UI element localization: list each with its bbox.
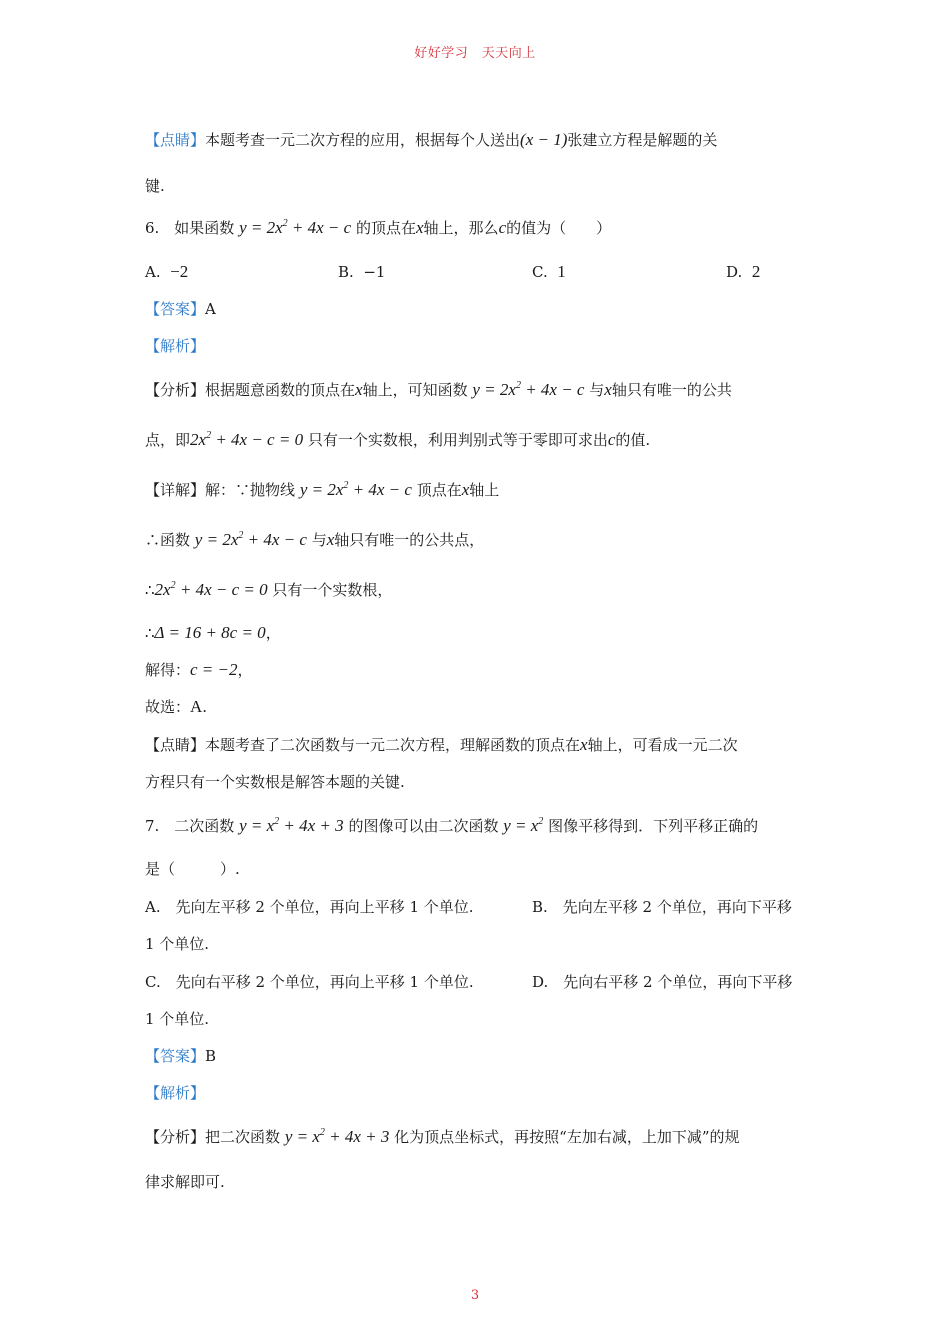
math: $2x^2 + 4x - c = 0$: [154, 580, 268, 599]
math-c: c: [498, 218, 507, 237]
text: ∴: [145, 624, 155, 642]
text: 解：∵抛物线: [205, 481, 296, 499]
q6-xiangjie-line6: [145, 697, 815, 717]
text: .: [202, 698, 208, 716]
math-x: x: [461, 480, 470, 499]
text: 点，即: [145, 431, 191, 449]
option-value: 1: [557, 262, 566, 281]
text: 轴上，那么: [423, 219, 499, 237]
answer-value: B: [205, 1047, 217, 1065]
math: Δ = 16 + 8c = 0: [154, 623, 266, 642]
text: 故选：: [145, 698, 191, 716]
q7-fenxi-line2: 律求解即可.: [145, 1173, 225, 1191]
q7-option-c: C. 先向右平移 2 个单位，再向上平移 1 个单位.: [145, 973, 474, 991]
math-c: c: [607, 430, 616, 449]
text: 化为顶点坐标式，再按照“左加右减，上加下减”的规: [394, 1128, 740, 1146]
q7-option-b: B. 先向左平移 2 个单位，再向下平移: [532, 898, 792, 916]
option-value: −2: [170, 262, 189, 281]
text: ，: [237, 661, 253, 679]
q6-stem: [145, 218, 815, 238]
answer-value: A: [205, 300, 216, 318]
q7-stem-line2: 是（ ）.: [145, 860, 240, 878]
q7-option-d-cont: 1 个单位.: [145, 1010, 210, 1028]
q6-dianjing-line2: 方程只有一个实数根是解答本题的关键.: [145, 773, 405, 791]
q6-option-a: [145, 262, 188, 282]
answer-tag: 【答案】: [145, 300, 206, 318]
text: 图像平移得到．下列平移正确的: [548, 817, 759, 835]
text: ∴函数: [145, 531, 191, 549]
q7-answer: [145, 1046, 815, 1066]
text: 6. 如果函数: [145, 219, 235, 237]
dianjing-tag: 【点睛】: [145, 736, 206, 754]
text: 的值.: [615, 431, 651, 449]
math: $y = 2x^2 + 4x - c$: [299, 480, 412, 499]
text: 只有一个实数根，利用判别式等于零即可求出: [307, 431, 608, 449]
math: $y = 2x^2 + 4x - c$: [194, 530, 307, 549]
page-number: 3: [470, 1288, 480, 1303]
option-value: −1: [363, 263, 386, 281]
math: $2x^2 + 4x - c = 0$: [190, 430, 304, 449]
q7-option-d: D. 先向右平移 2 个单位，再向下平移: [532, 973, 793, 991]
math-x: x: [326, 530, 335, 549]
page-header: 好好学习 天天向上: [414, 46, 536, 61]
text: 把二次函数: [205, 1128, 281, 1146]
text: 本题考查一元二次方程的应用，根据每个人送出: [205, 131, 521, 149]
text: 本题考查了二次函数与一元二次方程，理解函数的顶点在: [205, 736, 581, 754]
math-x: x: [604, 380, 612, 399]
option-value: 2: [751, 262, 761, 281]
math-x: x: [355, 380, 363, 399]
text: 轴只有唯一的公共: [611, 381, 732, 399]
math: $y = x^2 + 4x + 3$: [239, 816, 344, 835]
fenxi-tag: 【分析】: [145, 1128, 206, 1146]
text: 轴只有唯一的公共点，: [334, 531, 485, 549]
text: 与: [589, 381, 605, 399]
q6-answer: [145, 299, 815, 319]
math-x: x: [416, 218, 424, 237]
math: $y = x^2$: [503, 816, 544, 835]
dianjing-tag: 【点睛】: [145, 131, 206, 149]
text: 顶点在: [416, 481, 462, 499]
q6-xiangjie-line3: [145, 580, 815, 600]
math: $y = 2x^2 + 4x - c$: [472, 380, 585, 399]
q6-option-b: [338, 262, 385, 282]
text: 根据题意函数的顶点在: [205, 381, 356, 399]
q6-xiangjie-line2: [145, 530, 815, 550]
math: $y = x^2 + 4x + 3$: [284, 1127, 390, 1146]
text: 轴上，可知函数: [362, 381, 468, 399]
text: 的值为（ ）: [506, 219, 612, 237]
q7-option-b-cont: 1 个单位.: [145, 935, 210, 953]
text: 张建立方程是解题的关: [567, 131, 718, 149]
text: 只有一个实数根，: [272, 581, 393, 599]
text: 轴上，可看成一元二次: [587, 736, 738, 754]
text: 解得：: [145, 661, 191, 679]
prev-dianjing-line1: [145, 130, 815, 150]
q6-fenxi-line1: [145, 380, 815, 400]
q6-xiangjie-line5: [145, 660, 815, 680]
math: $y = 2x^2 + 4x - c$: [239, 218, 352, 237]
prev-dianjing-line2: 键.: [145, 177, 165, 195]
q6-option-d: [726, 262, 760, 282]
math: A: [190, 697, 203, 716]
option-label: B.: [338, 263, 354, 281]
text: 7. 二次函数: [145, 817, 235, 835]
option-label: A.: [145, 263, 161, 281]
q6-dianjing-line1: [145, 735, 815, 755]
option-label: C.: [532, 263, 548, 281]
text: 的图像可以由二次函数: [348, 817, 499, 835]
q7-option-a: A. 先向左平移 2 个单位，再向上平移 1 个单位.: [145, 898, 474, 916]
option-label: D.: [726, 263, 743, 281]
math: c = −2: [190, 660, 238, 679]
math: (x − 1): [520, 130, 568, 149]
math-x: x: [580, 735, 588, 754]
xiangjie-tag: 【详解】: [145, 481, 206, 499]
q7-stem-line1: [145, 816, 815, 836]
fenxi-tag: 【分析】: [145, 381, 206, 399]
q6-xiangjie-line4: [145, 623, 815, 643]
q6-fenxi-line2: [145, 430, 815, 450]
text: 的顶点在: [355, 219, 416, 237]
text: 轴上: [469, 481, 500, 499]
q7-jiexi-tag: 【解析】: [145, 1084, 206, 1102]
answer-tag: 【答案】: [145, 1047, 206, 1065]
q6-jiexi-tag: 【解析】: [145, 337, 206, 355]
q7-fenxi-line1: [145, 1127, 815, 1147]
q6-option-c: [532, 262, 566, 282]
q6-xiangjie-line1: [145, 480, 815, 500]
text: ∴: [145, 581, 155, 599]
text: 与: [311, 531, 327, 549]
text: ，: [265, 624, 281, 642]
